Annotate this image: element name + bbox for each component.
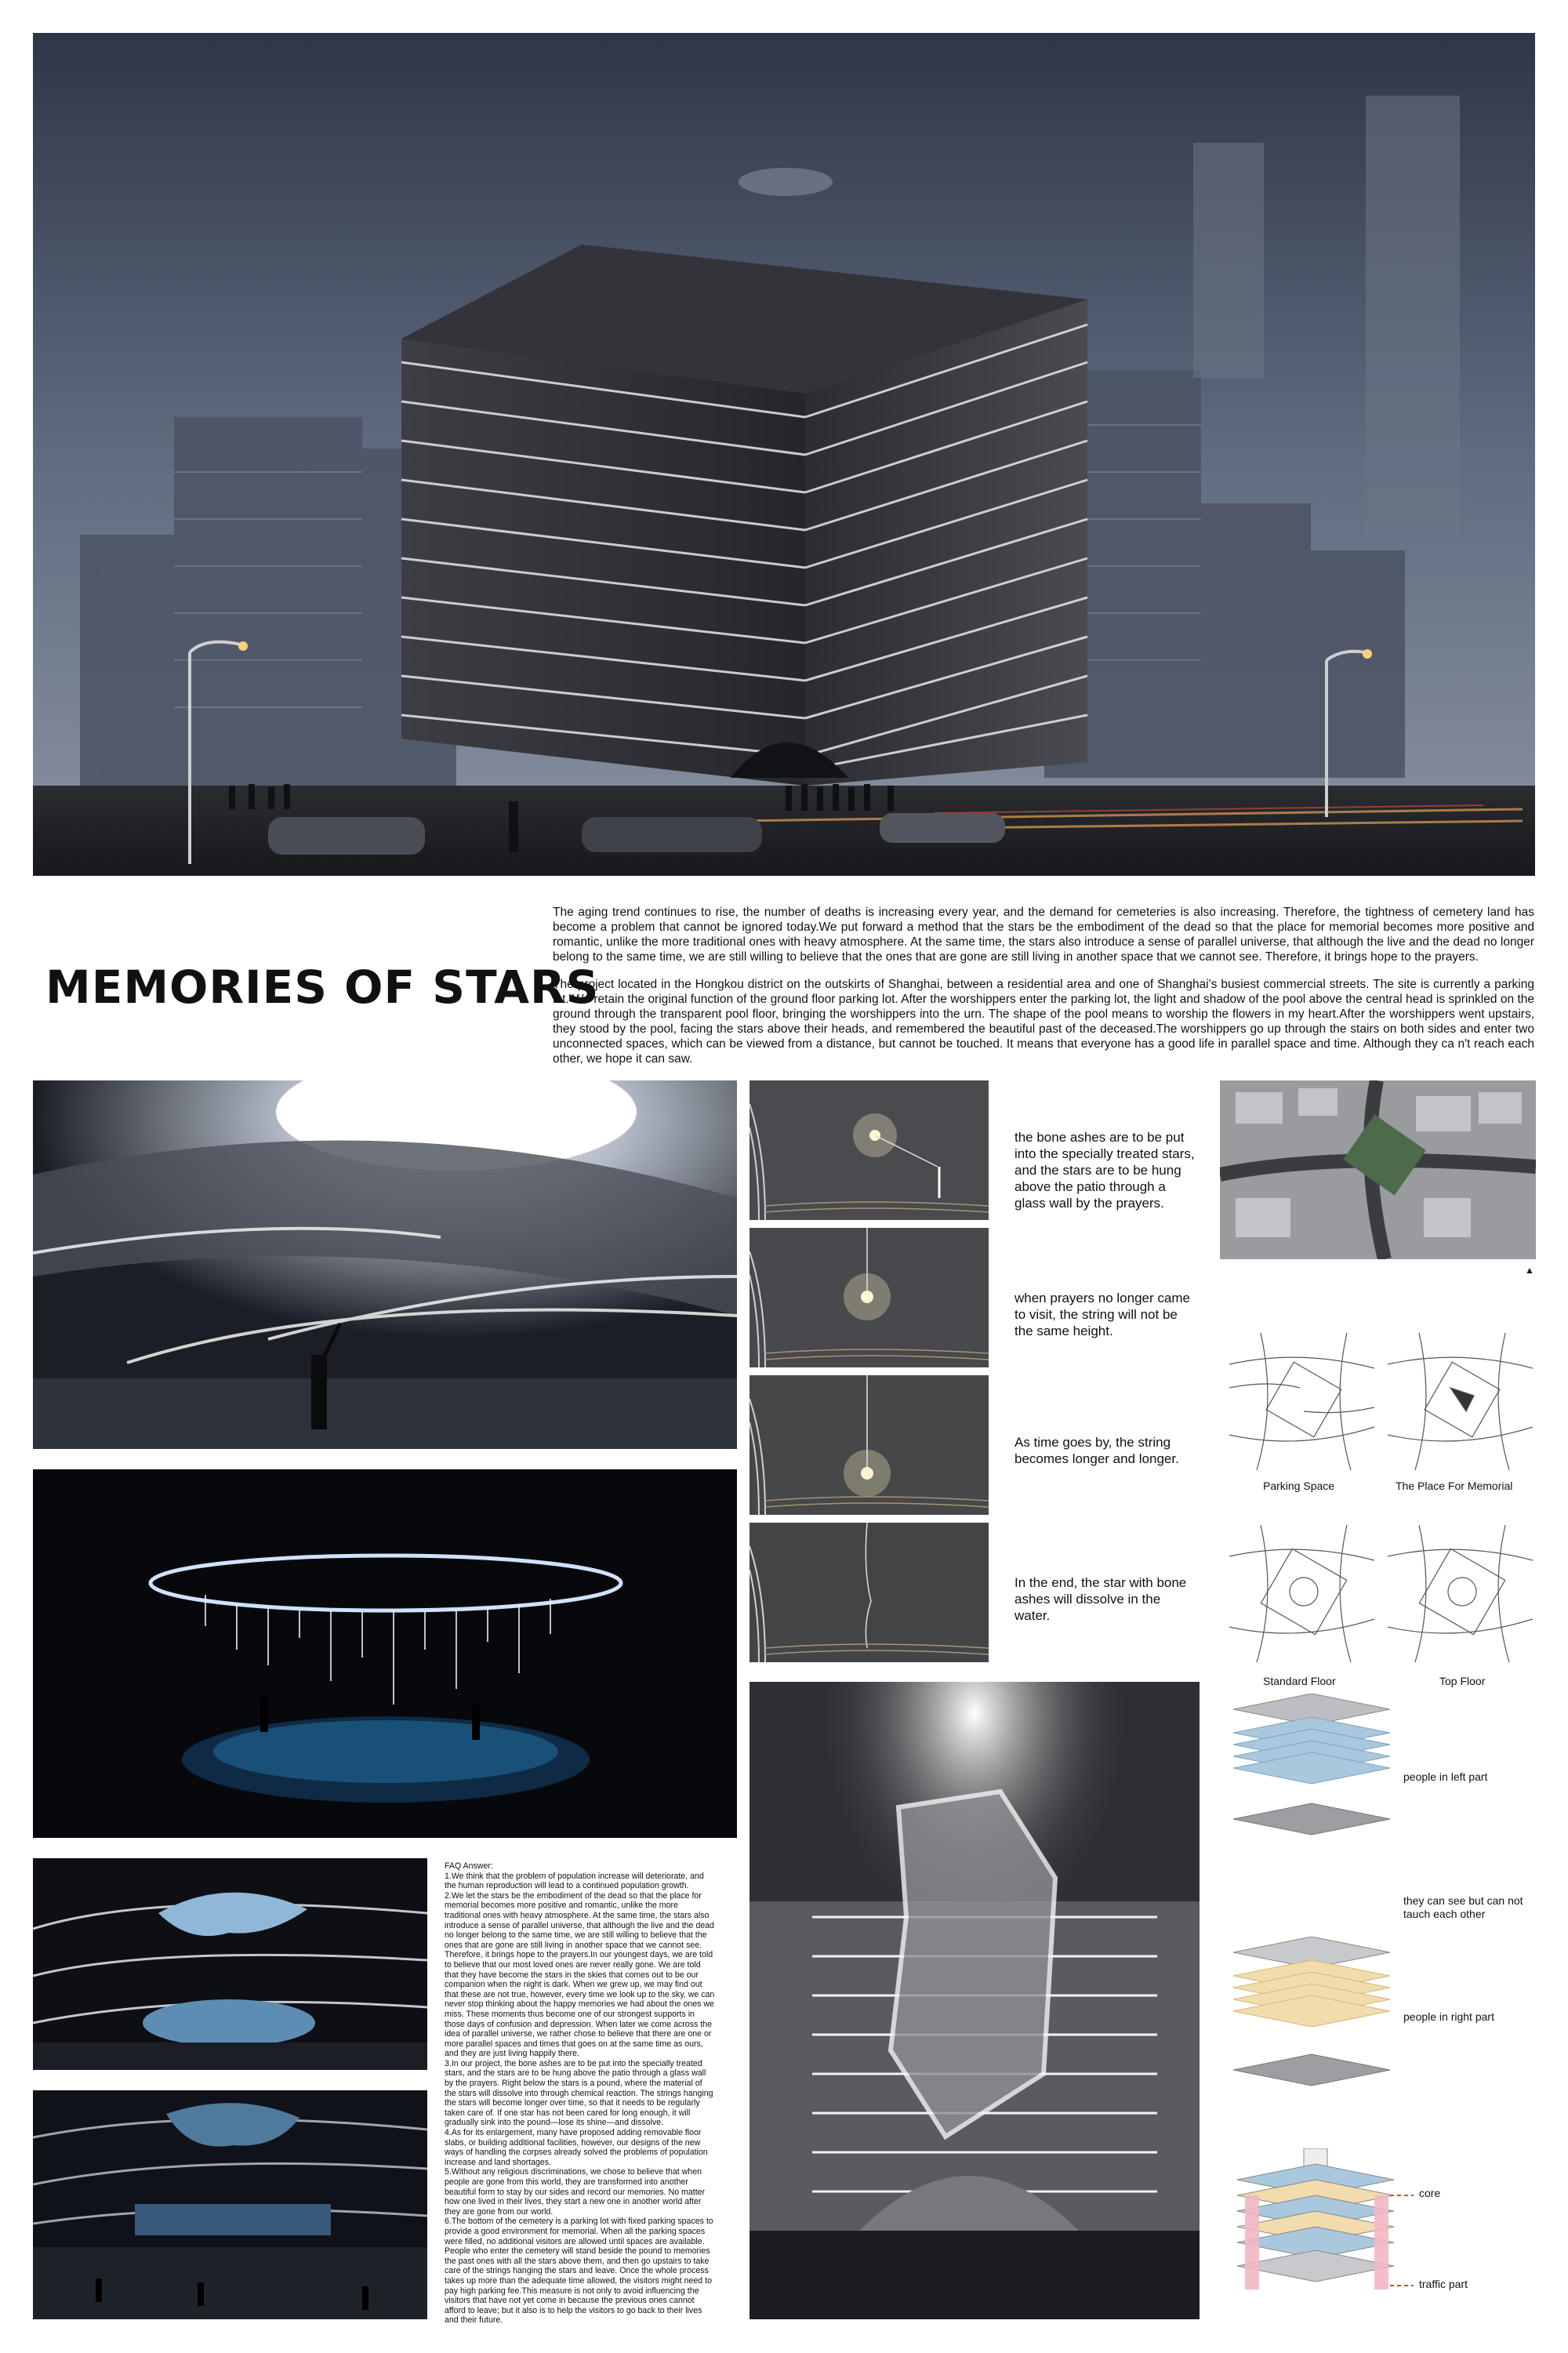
axon-left-part [1229,1694,1394,1850]
star-sequence-panel-2 [750,1228,989,1367]
parking-space-diagram [1229,1333,1374,1470]
faq-answer-2: 2.We let the stars be the embodiment of the dead so that the place for memorial becomes more positive and romantic, unlike the more traditional ones with heavy atmosphere. At the same time, the stars also introduce a sense of parallel universe, that although the live and the dead no longer belong to the same time, we are still willing to believe that the ones that are gone are still living in another space that we cannot see. Therefore, it brings hope to the prayers.In our youngest days, we are told to believe that our most loved ones are never really gone. We are told that they have become the stars in the skies that comes out to be our companion when the night is dark. When we grew up, we may find out that these are not true, however, every time we look up to the sky, we can never stop thinking about the happy memories we had about the ones we miss. These moments thus become one of our strongest supports in those days of confusion and depression. When later we come across the idea of parallel universe, we rather chose to believe that there are one or more parallel spaces and times that goes on at the same time as ours, and they are just living happily there. [445,1890,715,2059]
label-people-right-part: people in right part [1403,2010,1494,2023]
hero-rendering [33,33,1535,876]
faq-block [445,1861,715,2326]
faq-heading: FAQ Answer: [445,1861,493,1871]
caption-stage-2: when prayers no longer came to visit, the string will not be the same height. [1014,1291,1190,1338]
faq-answer-3: 3.In our project, the bone ashes are to be put into the specially treated stars, and the stars are to be hung above the patio through a glass wall by the prayers. Right below the stars is a pound, where the material of the stars will dissolve into through chemical reaction. The strings hanging the stars will become longer over time, so that it needs to be regularly taken care of. If one star has not been cared for long enough, it will gradually sink into the pound—lose its shine—and dissolve. [445,2058,713,2128]
standard-floor-diagram [1229,1525,1374,1662]
north-arrow-icon: ▲ [1525,1265,1534,1276]
caption-stage-1: the bone ashes are to be put into the specially treated stars, and the stars are to be hung above the patio through a glass wall by the prayers. [1014,1130,1195,1211]
label-standard-floor: Standard Floor [1263,1675,1336,1687]
label-see-not-touch: they can see but can not tauch each other [1403,1894,1523,1920]
label-parking-space: Parking Space [1263,1480,1335,1492]
label-top-floor: Top Floor [1439,1675,1486,1687]
label-people-left-part: people in left part [1403,1770,1488,1783]
caption-stage-3: As time goes by, the string becomes longer and longer. [1014,1435,1179,1466]
star-sequence-panel-3 [750,1375,989,1515]
label-memorial-place: The Place For Memorial [1396,1480,1513,1492]
label-core: core [1419,2187,1441,2199]
axon-right-part [1229,1937,1394,2101]
star-sequence-panel-1 [750,1080,989,1220]
faq-answer-1: 1.We think that the problem of population increase will deteriorate, and the human reproduction will lead to a continued population growth. [445,1871,704,1891]
interior-render-3 [33,1858,427,2070]
top-floor-diagram [1388,1525,1533,1662]
label-traffic-part: traffic part [1419,2278,1468,2290]
interior-render-2 [33,1469,737,1838]
faq-answer-6: 6.The bottom of the cemetery is a parking lot with fixed parking spaces to provide a good environment for memorial. When all the parking spaces were filled, no additional visitors are allowed until spaces are available. People who enter the cemetery will stand beside the pound to memories the past ones with all the stars above them, and then go upstairs to take care of the strings hanging the stars and leave. Once the whole process takes up more than the adequate time allowed, the visitors might need to pay high parking fee.This measure is not only to avoid influencing the visitors that have not yet come in because the previous ones cannot afford to leave; but it also is to help the visitors to go back to their lives and their future. [445,2217,713,2326]
interior-render-4 [33,2090,427,2319]
intro-paragraph-2: The project located in the Hongkou district on the outskirts of Shanghai, between a residential area and one of Shanghai's busiest commercial streets. The site is currently a parking lot. We retain the original function of the ground floor parking lot. After the worshippers enter the parking lot, the light and shadow of the pool above the central head is sprinkled on the ground through the transparent pool floor, bringing the worshippers into the urn. The shape of the pool means to worship the flowers in my heart.After the worshippers went upstairs, they stood by the pool, facing the stars above their heads, and remembered the beautiful past of the deceased.The worshippers go up through the stairs on both sides and enter two unconnected spaces, which can be viewed from a distance, but cannot be touched. It means that everyone has a good life in parallel space and time. Although they ca n't reach each other, we hope it can saw. [553,978,1534,1066]
caption-stage-4: In the end, the star with bone ashes will dissolve in the water. [1014,1575,1187,1623]
faq-answer-4: 4.As for its enlargement, many have proposed adding removable floor slabs, or building additional facilities, however, our designs of the new ways of handling the corpses already solved the problems of population increase and land shortages. [445,2128,708,2167]
star-sequence-panel-4 [750,1523,989,1662]
faq-answer-5: 5.Without any religious discriminations, we chose to believe that when people are gone from this world, they are transformed into another beautiful form to stay by our sides and record our memories. No matter how one lived in their lives, they start a new one in another world after they are gone from our world. [445,2167,706,2217]
memorial-place-diagram [1388,1333,1533,1470]
page-title: MEMORIES OF STARS [45,960,600,1014]
section-drawing [750,1682,1200,2319]
axon-core-traffic [1229,2148,1417,2321]
intro-paragraph-1: The aging trend continues to rise, the number of deaths is increasing every year, and the demand for cemeteries is also increasing. Therefore, the tightness of cemetery land has become a problem that cannot be ignored today.We put forward a method that the stars be the embodiment of the dead so that the place for memorial becomes more positive and romantic, unlike the more traditional ones with heavy atmosphere. At the same time, the stars also introduce a sense of parallel universe, that although the live and the dead no longer belong to the same time, we are still willing to believe that the ones that are gone are still living in another space that we cannot see. Therefore, it brings hope to the prayers. [553,906,1534,964]
interior-render-1 [33,1080,737,1449]
site-plan [1220,1080,1536,1259]
